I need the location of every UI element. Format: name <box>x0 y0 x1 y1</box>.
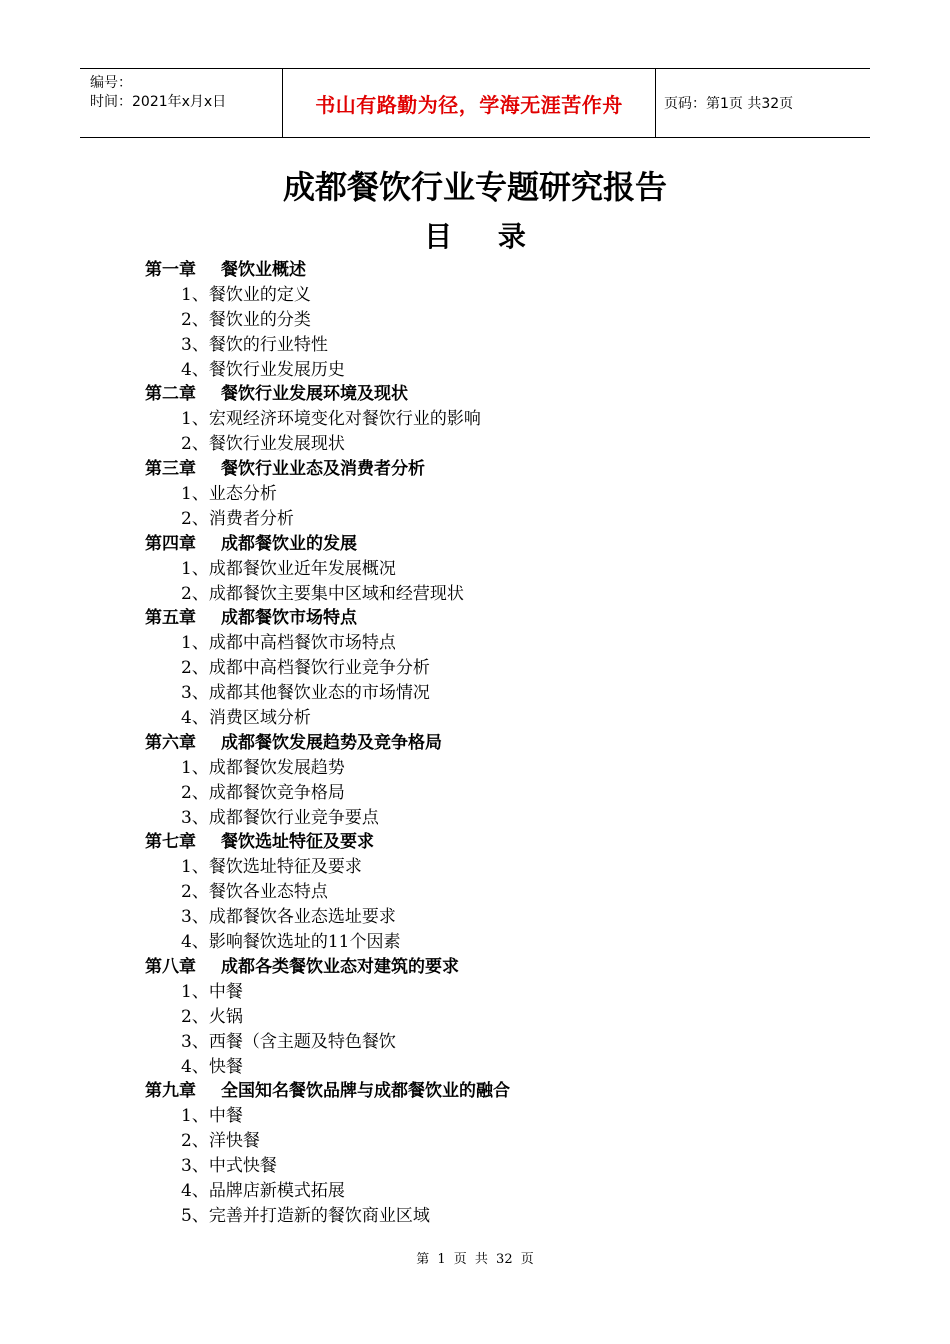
chapter-number: 第三章 <box>145 459 196 480</box>
toc-item[interactable]: 4、餐饮行业发展历史 <box>181 359 345 380</box>
chapter-number: 第八章 <box>145 956 196 977</box>
page-footer: 第 1 页 共 32 页 <box>416 1252 534 1267</box>
toc-chapter[interactable] <box>145 955 845 980</box>
toc-item[interactable]: 2、成都中高档餐饮行业竞争分析 <box>181 658 430 679</box>
chapter-number: 第七章 <box>145 832 196 853</box>
chapter-title: 餐饮行业业态及消费者分析 <box>221 459 425 480</box>
toc-item[interactable]: 3、中式快餐 <box>181 1156 277 1177</box>
toc-item[interactable]: 4、影响餐饮选址的11个因素 <box>181 932 401 953</box>
toc-chapter[interactable] <box>145 606 845 631</box>
toc-item[interactable]: 4、快餐 <box>181 1056 243 1077</box>
toc-item[interactable]: 3、成都餐饮行业竞争要点 <box>181 807 379 828</box>
toc-item[interactable]: 4、品牌店新模式拓展 <box>181 1180 345 1201</box>
toc-chapter[interactable] <box>145 258 845 283</box>
table-of-contents <box>145 258 845 1229</box>
header-motto-cell <box>282 69 656 137</box>
toc-item[interactable]: 1、成都餐饮发展趋势 <box>181 757 345 778</box>
toc-item[interactable]: 2、成都餐饮主要集中区域和经营现状 <box>181 583 464 604</box>
toc-item[interactable]: 2、成都餐饮竞争格局 <box>181 782 345 803</box>
toc-item[interactable]: 3、西餐（含主题及特色餐饮 <box>181 1031 396 1052</box>
document-title: 成都餐饮行业专题研究报告 <box>282 168 667 206</box>
toc-item[interactable]: 1、宏观经济环境变化对餐饮行业的影响 <box>181 409 481 430</box>
toc-item[interactable]: 1、餐饮选址特征及要求 <box>181 857 362 878</box>
time-label: 时间：2021年x月x日 <box>90 94 227 110</box>
chapter-title: 成都餐饮市场特点 <box>221 608 357 629</box>
toc-item[interactable]: 3、成都其他餐饮业态的市场情况 <box>181 683 430 704</box>
toc-item[interactable]: 1、业态分析 <box>181 484 277 505</box>
toc-item[interactable]: 1、成都餐饮业近年发展概况 <box>181 558 396 579</box>
chapter-title: 全国知名餐饮品牌与成都餐饮业的融合 <box>221 1081 510 1102</box>
page-header <box>80 68 870 138</box>
number-label: 编号： <box>90 75 132 91</box>
chapter-number: 第六章 <box>145 732 196 753</box>
chapter-title: 餐饮行业发展环境及现状 <box>221 384 408 405</box>
toc-item[interactable]: 1、成都中高档餐饮市场特点 <box>181 633 396 654</box>
chapter-number: 第二章 <box>145 384 196 405</box>
toc-item[interactable]: 1、中餐 <box>181 981 243 1002</box>
toc-chapter[interactable] <box>145 731 845 756</box>
chapter-title: 成都餐饮发展趋势及竞争格局 <box>221 732 442 753</box>
motto: 书山有路勤为径，学海无涯苦作舟 <box>315 92 623 117</box>
toc-item[interactable]: 2、火锅 <box>181 1006 243 1027</box>
toc-item[interactable]: 5、完善并打造新的餐饮商业区域 <box>181 1205 430 1226</box>
toc-item[interactable]: 4、消费区域分析 <box>181 708 311 729</box>
toc-item[interactable]: 3、成都餐饮各业态选址要求 <box>181 907 396 928</box>
chapter-number: 第五章 <box>145 608 196 629</box>
toc-chapter[interactable] <box>145 1079 845 1104</box>
toc-item[interactable]: 1、中餐 <box>181 1106 243 1127</box>
toc-item[interactable]: 1、餐饮业的定义 <box>181 284 311 305</box>
chapter-number: 第九章 <box>145 1081 196 1102</box>
page-info: 页码：第1页 共32页 <box>664 96 794 112</box>
toc-item[interactable]: 2、餐饮各业态特点 <box>181 882 328 903</box>
toc-item[interactable]: 2、洋快餐 <box>181 1131 260 1152</box>
toc-item[interactable]: 3、餐饮的行业特性 <box>181 334 328 355</box>
chapter-title: 餐饮业概述 <box>221 260 306 280</box>
toc-item[interactable]: 2、餐饮行业发展现状 <box>181 434 345 455</box>
toc-chapter[interactable] <box>145 532 845 557</box>
toc-item[interactable]: 2、消费者分析 <box>181 508 294 529</box>
toc-chapter[interactable] <box>145 382 845 407</box>
toc-heading: 目 录 <box>424 220 544 253</box>
toc-chapter[interactable] <box>145 830 845 855</box>
chapter-number: 第四章 <box>145 533 196 554</box>
header-page-info-cell <box>656 69 870 137</box>
chapter-title: 成都各类餐饮业态对建筑的要求 <box>221 956 459 977</box>
toc-chapter[interactable] <box>145 457 845 482</box>
chapter-title: 餐饮选址特征及要求 <box>221 832 374 853</box>
chapter-title: 成都餐饮业的发展 <box>221 533 357 554</box>
toc-item[interactable]: 2、餐饮业的分类 <box>181 309 311 330</box>
header-meta <box>80 69 280 137</box>
chapter-number: 第一章 <box>145 260 196 280</box>
